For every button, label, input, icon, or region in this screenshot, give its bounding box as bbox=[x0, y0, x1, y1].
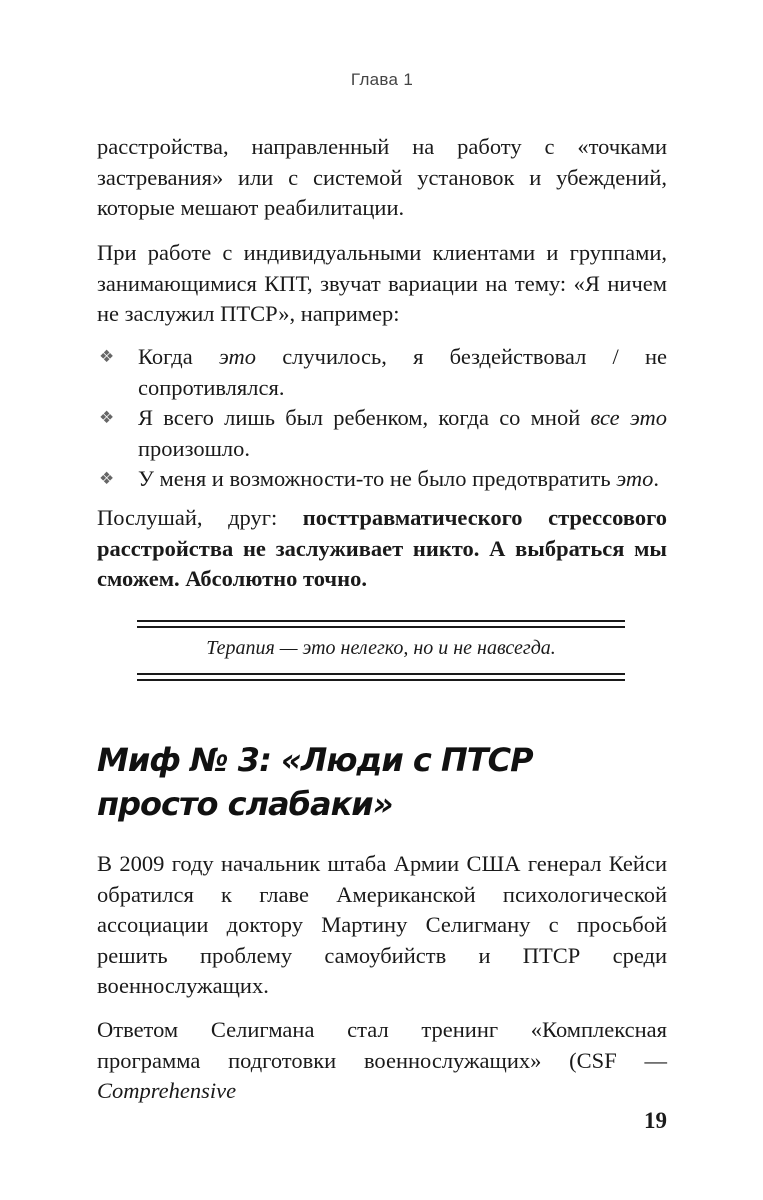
example-list bbox=[97, 342, 667, 495]
list-item-emphasis: это bbox=[218, 344, 256, 369]
section-heading bbox=[97, 738, 667, 826]
callout-box bbox=[137, 620, 625, 682]
list-item-text: Когда bbox=[138, 344, 219, 369]
section-heading-line-1: Миф № 3: «Люди с ПТСР bbox=[97, 741, 533, 779]
callout-rule-bottom-inner bbox=[137, 673, 625, 675]
paragraph-conclusion bbox=[97, 503, 667, 595]
list-item bbox=[97, 403, 667, 464]
list-item-text: У меня и возможности-то не было предотвратить bbox=[138, 466, 617, 491]
list-item-text: произошло. bbox=[138, 435, 251, 461]
list-item-text: Я всего лишь был ребенком, когда со мной bbox=[138, 405, 591, 430]
page-number: 19 bbox=[644, 1108, 667, 1133]
diamond-ornament-icon: ❖ bbox=[99, 347, 115, 367]
callout-rule-bottom bbox=[137, 679, 625, 681]
csf-italic: Comprehensive bbox=[97, 1078, 237, 1103]
diamond-ornament-icon: ❖ bbox=[99, 408, 115, 428]
paragraph-intro-examples: При работе с индивидуальными клиентами и группами, занимающимися КПТ, звучат вариации на тему: «Я ничем не заслужил ПТСР», например: bbox=[97, 240, 667, 326]
callout-text: Терапия — это нелегко, но и не навсегда. bbox=[206, 637, 556, 659]
list-item-text: . bbox=[653, 466, 659, 491]
csf-text: Ответом Селигмана стал тренинг «Комплексная программа подготовки военнослужащих» (CSF — bbox=[97, 1017, 667, 1073]
list-item bbox=[97, 464, 667, 495]
paragraph-csf bbox=[97, 1015, 667, 1107]
list-item-emphasis: все это bbox=[590, 405, 667, 430]
conclusion-bold: посттравматического стрессового расстройства не заслуживает никто. А выбраться мы сможем. Абсолютно точно. bbox=[97, 505, 667, 591]
running-header: Глава 1 bbox=[350, 70, 414, 89]
callout-rule-top-inner bbox=[137, 626, 625, 628]
paragraph-casey: В 2009 году начальник штаба Армии США генерал Кейси обратился к главе Американской психологической ассоциации доктору Мартину Селигману с просьбой решить проблему самоубийств и ПТСР среди военнослужащих. bbox=[97, 851, 667, 998]
callout-rule-top bbox=[137, 620, 625, 622]
book-page bbox=[97, 0, 667, 1200]
section-heading-line-2: просто слабаки» bbox=[97, 785, 393, 823]
conclusion-lead: Послушай, друг: bbox=[97, 505, 303, 530]
paragraph-continuation: расстройства, направленный на работу с «точками застревания» или с системой установок и убеждений, которые мешают реабилитации. bbox=[97, 134, 667, 220]
list-item-text: случилось, я бездействовал / не сопротивлялся. bbox=[138, 344, 667, 400]
list-item bbox=[97, 342, 667, 403]
list-item-emphasis: это bbox=[616, 466, 654, 491]
diamond-ornament-icon: ❖ bbox=[99, 469, 115, 489]
